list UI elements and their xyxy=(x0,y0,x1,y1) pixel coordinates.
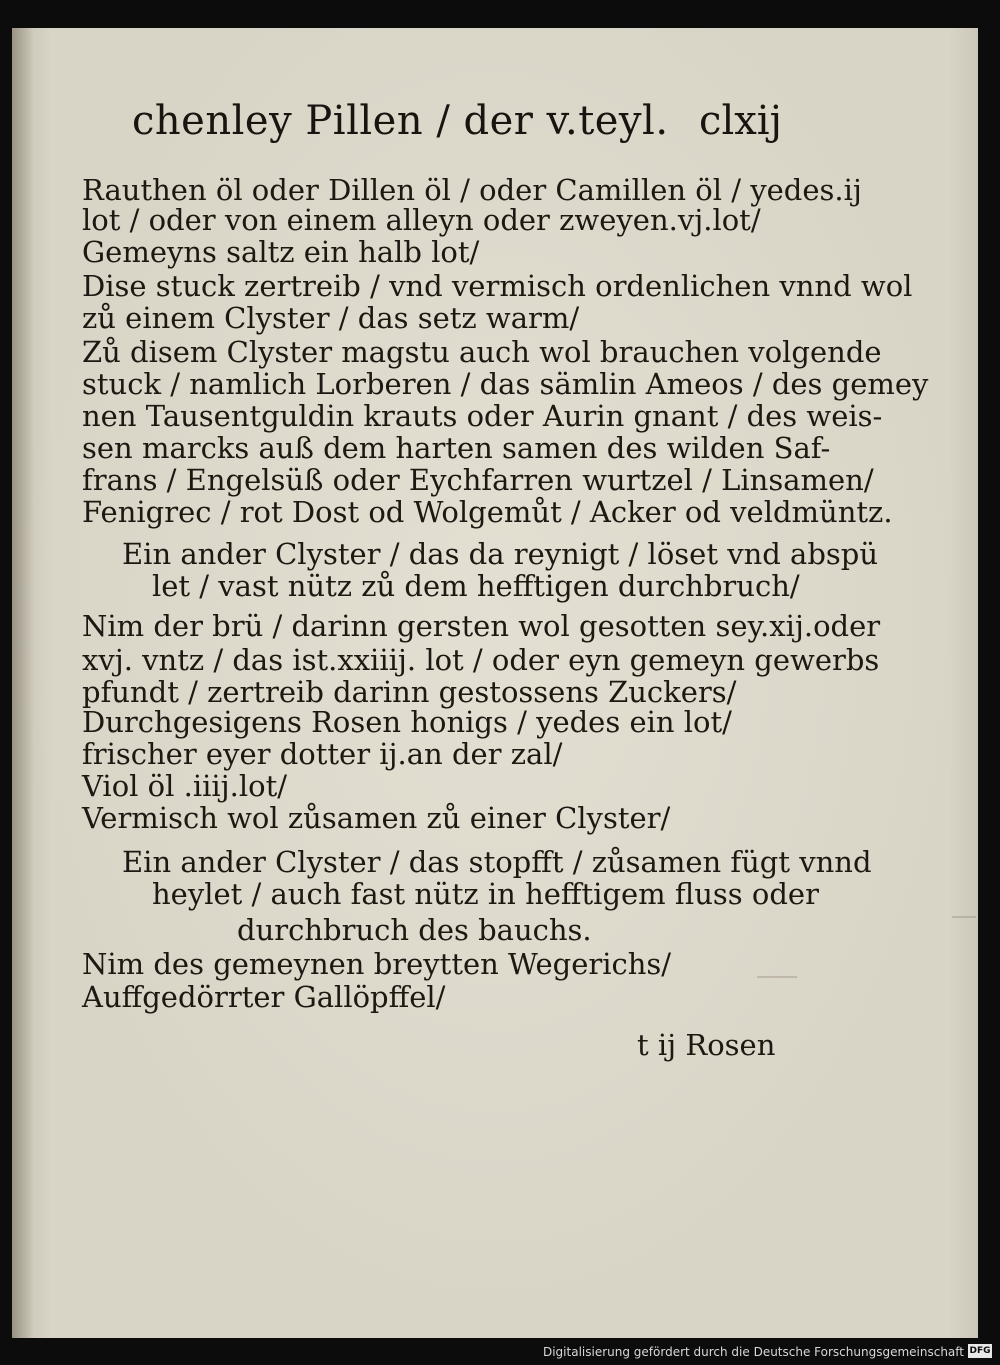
text-line: Viol öl .iiij.lot/ xyxy=(82,769,288,803)
text-line: frischer eyer dotter ij.an der zal/ xyxy=(82,737,563,771)
running-header xyxy=(132,98,782,158)
text-line: frans / Engelsüß oder Eychfarren wurtzel / Linsamen/ xyxy=(82,463,874,497)
text-line: stuck / namlich Lorberen / das sämlin Ameos / des gemey xyxy=(82,367,929,401)
text-line: Ein ander Clyster / das da reynigt / löset vnd abspü xyxy=(122,537,879,571)
text-line: let / vast nütz zů dem hefftigen durchbruch/ xyxy=(152,569,800,603)
footer-bar xyxy=(0,1338,1000,1365)
text-line: Gemeyns saltz ein halb lot/ xyxy=(82,235,480,269)
running-title: chenley Pillen / der v.teyl. xyxy=(132,98,669,144)
text-line: Ein ander Clyster / das stopfft / zůsamen fügt vnnd xyxy=(122,845,872,879)
text-line: Zů disem Clyster magstu auch wol brauchen volgende xyxy=(82,335,882,369)
text-line: Nim der brü / darinn gersten wol gesotten sey.xij.oder xyxy=(82,609,881,643)
text-line: Durchgesigens Rosen honigs / yedes ein lot/ xyxy=(82,705,732,739)
text-line: pfundt / zertreib darinn gestossens Zuckers/ xyxy=(82,675,737,709)
dfg-logo: DFG xyxy=(969,1346,991,1356)
text-line: Rauthen öl oder Dillen öl / oder Camillen öl / yedes.ij xyxy=(82,173,862,207)
gutter-shadow xyxy=(12,28,34,1338)
text-line: sen marcks auß dem harten samen des wilden Saf- xyxy=(82,431,831,465)
text-line: zů einem Clyster / das setz warm/ xyxy=(82,301,580,335)
show-through-mark xyxy=(757,976,797,978)
text-line: xvj. vntz / das ist.xxiiij. lot / oder eyn gemeyn gewerbs xyxy=(82,643,880,677)
show-through-mark xyxy=(952,916,976,918)
text-line: nen Tausentguldin krauts oder Aurin gnant / des weis- xyxy=(82,399,883,433)
text-line: Fenigrec / rot Dost od Wolgemůt / Acker od veldmüntz. xyxy=(82,495,893,529)
text-line: Dise stuck zertreib / vnd vermisch ordenlichen vnnd wol xyxy=(82,269,913,303)
text-line: Auffgedörrter Gallöpffel/ xyxy=(82,980,446,1014)
book-page xyxy=(12,28,978,1338)
catchword: t ij Rosen xyxy=(637,1028,776,1062)
digitization-credit: Digitalisierung gefördert durch die Deutsche Forschungsgemeinschaft xyxy=(542,1345,964,1359)
folio-number: clxij xyxy=(699,98,782,144)
text-line: Nim des gemeynen breytten Wegerichs/ xyxy=(82,947,672,981)
text-line: Vermisch wol zůsamen zů einer Clyster/ xyxy=(82,801,671,835)
text-line: heylet / auch fast nütz in hefftigem fluss oder xyxy=(152,877,819,911)
text-line: lot / oder von einem alleyn oder zweyen.vj.lot/ xyxy=(82,203,761,237)
text-line: durchbruch des bauchs. xyxy=(237,913,592,947)
